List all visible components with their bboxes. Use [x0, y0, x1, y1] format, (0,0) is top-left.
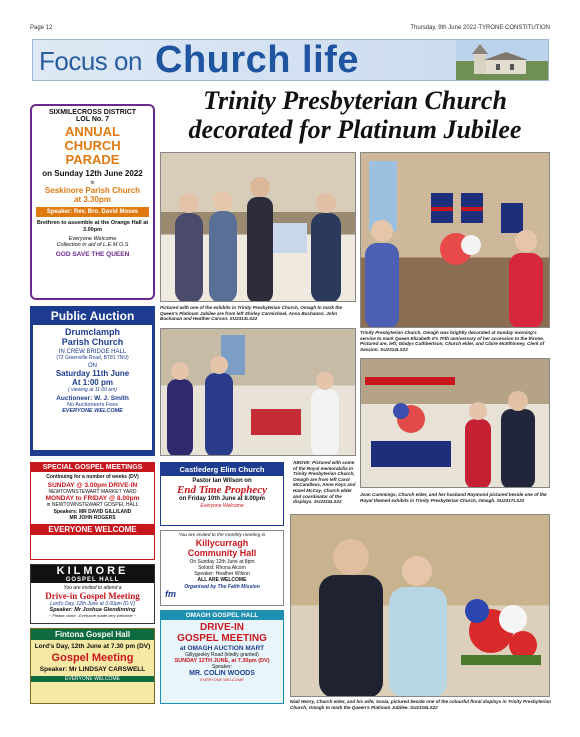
- auction-time: At 1:00 pm: [72, 378, 113, 387]
- caption-photo-1: Pictured with one of the exhibits in Trinity Presbyterian Church, Omagh to mark the Queen's Platinum Jubilee are from left Shirley Carmichael, Anna Buchanan, John Buchanan and Heather Carson. SU2313LS22: [160, 305, 343, 322]
- parade-time: at 3.30pm: [74, 195, 111, 204]
- gospel-speaker-2: MR JOHN ROGERS: [69, 515, 116, 521]
- parade-collection: Collection in aid of L.E.M.O.S: [56, 242, 129, 248]
- faith-mission-logo: fm: [165, 589, 176, 599]
- ad-special-gospel: [30, 462, 155, 560]
- auction-venue: IN CREW BRIDGE HALL: [58, 349, 127, 355]
- caption-photo-2: Trinity Presbyterian Church, Omagh was brightly decorated at Sunday morning's service to mark Queen Elizabeth II's 70th anniversary of her accession to the throne. Pictured are, left, Gladys Cuthbertson, Church elder, and Claire McElhinney, Clerk of Session. SU2314LS22: [360, 330, 545, 352]
- section-banner: [32, 39, 549, 81]
- omagh-at: at OMAGH AUCTION MART: [179, 645, 265, 652]
- killy-soloist: Soloist: Rhona Alcorn: [198, 565, 246, 571]
- gospel-speakers-label: Speakers:: [53, 509, 78, 515]
- auction-church-2: Parish Church: [61, 337, 124, 347]
- auction-on: ON: [88, 363, 97, 369]
- headline-line-1: Trinity Presbyterian Church: [203, 86, 507, 115]
- fintona-date: Lord's Day, 12th June at 7.30 pm (DV): [34, 643, 151, 650]
- caption-photo-5: Niall Henry, Church elder, and his wife, Sonia, pictured beside one of the colourful floral displays in Trinity Presbyterian Church, Omagh to mark the Queen's Platinum Jubilee. SU2316LS22: [290, 699, 551, 710]
- headline: [160, 86, 550, 144]
- elim-title: Castlederg Elim Church: [161, 463, 283, 476]
- killy-speaker: Speaker: Heather Wilson: [194, 571, 250, 577]
- date-line: Thursday, 9th June 2022-TYRONE CONSTITUTION: [410, 25, 550, 31]
- killy-name-2: Community Hall: [187, 548, 257, 558]
- ad-omagh-gospel: [160, 610, 284, 704]
- church-illustration: [456, 40, 548, 81]
- parade-title-1: ANNUAL: [65, 124, 120, 139]
- omagh-drive: DRIVE-IN: [200, 622, 244, 633]
- omagh-place: Gillygooley Road (kindly granted): [185, 652, 259, 658]
- page-number: Page 12: [30, 25, 53, 31]
- fintona-speaker: Speaker: Mr LINDSAY CARSWELL: [39, 666, 146, 673]
- caption-photo-4: Joan Cummings, Church elder, and her husband Raymond pictured beside one of the Royal themed exhibits in Trinity Presbyterian Church, Omagh. SU2317LS22: [360, 492, 547, 503]
- auction-date: Saturday 11th June: [55, 369, 130, 378]
- photo-royal-memorabilia: [160, 328, 356, 456]
- omagh-title: OMAGH GOSPEL HALL: [161, 611, 283, 620]
- parade-in: in: [90, 180, 95, 186]
- photo-floral-display: [290, 514, 550, 697]
- ad-church-parade: [30, 104, 155, 300]
- fintona-meeting: Gospel Meeting: [51, 652, 134, 664]
- parade-date: on Sunday 12th June 2022: [42, 169, 143, 178]
- killy-invite: You are invited to the monthly meeting in: [178, 533, 266, 538]
- ad-killycurragh: [160, 530, 284, 606]
- photo-flag-display: [360, 152, 550, 328]
- caption-photo-3: ABOVE: Pictured with some of the Royal memorabilia in Trinity Presbyterian Church, Omagh are from left Carol McCandless, Anne Keys and Hazel McCay, Church elder and coordinator of the displays. SU2315LS22: [293, 460, 356, 505]
- banner-church-life: Church life: [155, 39, 359, 81]
- gospel-weekday-place: in NEWTOWNSTEWART GOSPEL HALL: [46, 502, 139, 508]
- ad-kilmore: [30, 564, 155, 624]
- parade-place: Seskinore Parish Church: [44, 186, 141, 195]
- kilmore-sub: GOSPEL HALL: [31, 577, 154, 583]
- gospel-welcome: EVERYONE WELCOME: [31, 524, 154, 535]
- photo-royal-exhibit-couple: [360, 358, 550, 488]
- parade-lol: LOL No. 7: [76, 116, 109, 123]
- omagh-date: SUNDAY 12TH JUNE, at 7.30pm (DV): [174, 658, 270, 664]
- omagh-welcome: EVERYONE WELCOME: [200, 677, 244, 682]
- auction-title: Public Auction: [50, 309, 135, 323]
- headline-line-2: decorated for Platinum Jubilee: [188, 115, 522, 144]
- gospel-weekday: MONDAY to FRIDAY @ 8.00pm: [45, 495, 140, 502]
- gospel-sunday: SUNDAY @ 3.00pm DRIVE-IN: [47, 482, 138, 489]
- parade-title-2: CHURCH PARADE: [64, 138, 121, 167]
- fintona-welcome: EVERYONE WELCOME: [31, 676, 154, 682]
- gospel-title: SPECIAL GOSPEL MEETINGS: [31, 463, 154, 472]
- omagh-speaker: MR. COLIN WOODS: [189, 670, 255, 677]
- banner-focus: Focus on: [39, 46, 142, 76]
- elim-welcome: Everyone Welcome: [200, 503, 244, 509]
- ad-castlederg-elim: [160, 462, 284, 526]
- photo-jubilee-exhibit: [160, 152, 356, 302]
- church-building-icon: [456, 40, 548, 81]
- auction-church-1: Drumclamph: [64, 327, 120, 337]
- kilmore-note: ~ Please come - Everyone made very welcome ~: [48, 613, 137, 618]
- parade-district: SIXMILECROSS DISTRICT: [48, 109, 137, 116]
- gospel-sunday-place: NEWTOWNSTEWART MARKET YARD: [48, 489, 137, 495]
- auction-address: (72 Greenville Road, BT81 7NU): [56, 355, 129, 361]
- gospel-speaker-1: MR DAVID GILLILAND: [78, 509, 132, 515]
- kilmore-meeting: Drive-in Gospel Meeting: [45, 591, 140, 601]
- kilmore-speaker: Speaker: Mr Joshua Glendinning: [49, 607, 136, 613]
- auction-viewing: ( viewing at 11:00 am): [68, 387, 117, 393]
- kilmore-title: KILMORE: [31, 565, 154, 577]
- killy-name-1: Killycurragh: [195, 538, 249, 548]
- parade-god-save: GOD SAVE THE QUEEN: [55, 251, 130, 258]
- killy-org: Organised by The Faith Mission: [184, 584, 260, 590]
- parade-speaker: Speaker: Rev. Bro. David Moses: [36, 207, 149, 217]
- parade-assemble: Brethren to assemble at the Orange Hall at 3.00pm: [36, 220, 149, 233]
- omagh-meeting: GOSPEL MEETING: [177, 633, 267, 644]
- ad-fintona: [30, 628, 155, 704]
- kilmore-invite: You are invited to attend a: [63, 585, 122, 591]
- elim-date: on Friday 10th June at 8.00pm: [178, 496, 266, 502]
- auction-welcome: EVERYONE WELCOME: [62, 408, 123, 414]
- ad-public-auction: [30, 306, 155, 456]
- elim-pastor: Pastor Ian Wilson on: [192, 478, 252, 484]
- killy-welcome: ALL ARE WELCOME: [197, 577, 247, 583]
- fintona-title: Fintona Gospel Hall: [31, 629, 154, 640]
- omagh-speaker-label: Speaker:: [211, 664, 232, 670]
- kilmore-date: Lord's Day, 12th June at 3.00pm (D.V): [50, 601, 135, 607]
- gospel-continuing: Continuing for a number of weeks (DV): [46, 474, 139, 480]
- auction-auctioneer: Auctioneer: W. J. Smith: [56, 395, 129, 402]
- parade-welcome: Everyone Welcome: [68, 236, 117, 242]
- auction-fees: No Auctioneers Fees: [66, 402, 119, 408]
- killy-date: On Sunday 12th June at 8pm: [189, 559, 255, 565]
- elim-event: End Time Prophecy: [176, 484, 268, 496]
